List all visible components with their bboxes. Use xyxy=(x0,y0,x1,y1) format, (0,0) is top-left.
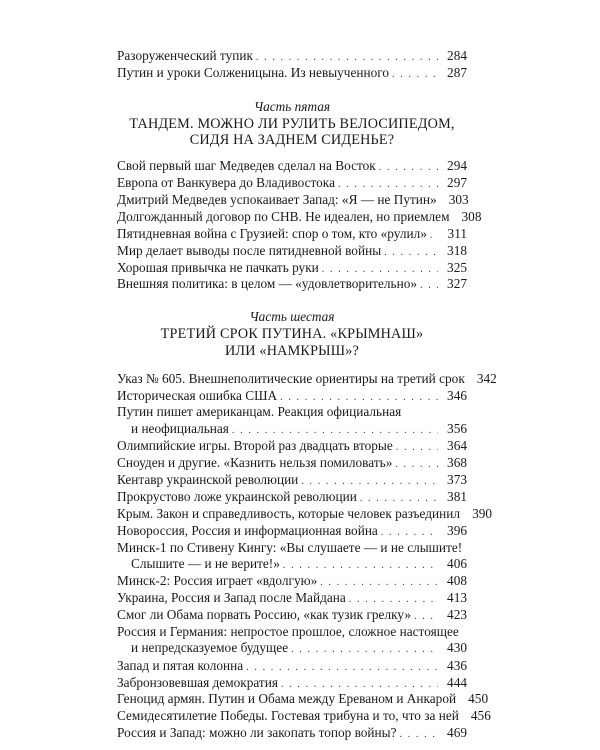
toc-entry-title: Хорошая привычка не пачкать руки xyxy=(117,259,319,275)
toc-entry-page: 396 xyxy=(447,522,467,538)
toc-entry-page: 408 xyxy=(447,573,467,589)
toc-entry[interactable] xyxy=(117,158,467,175)
toc-entry[interactable] xyxy=(117,624,467,657)
toc-entry-page: 390 xyxy=(472,505,493,521)
toc-entry[interactable] xyxy=(117,48,467,65)
toc-entry-title-cont: и неофициальная xyxy=(131,420,229,436)
toc-entry[interactable] xyxy=(117,472,467,489)
toc-entry-title: Прокрустово ложе украинской революции xyxy=(117,488,357,504)
toc-entry-title: Запад и пятая колонна xyxy=(117,657,244,673)
toc-entry[interactable] xyxy=(117,540,467,573)
toc-entry[interactable] xyxy=(117,489,467,506)
toc-entry-page: 436 xyxy=(447,657,467,673)
toc-entry-title: Историческая ошибка США xyxy=(117,387,278,403)
toc-entry-title: Мир делает выводы после пятидневной войны xyxy=(117,242,382,258)
toc-entry[interactable] xyxy=(117,438,467,455)
toc-entry-page: 444 xyxy=(447,674,467,690)
toc-entry-page: 413 xyxy=(447,590,467,606)
toc-entry-title: Путин пишет американцам. Реакция официальная xyxy=(117,404,402,420)
toc-entry-title-cont: Слышите — и не верите!» xyxy=(131,556,280,572)
toc-entry-title: Олимпийские игры. Второй раз двадцать вторые xyxy=(117,438,393,454)
toc-entry-title: Указ № 605. Внешнеполитические ориентиры на третий срок xyxy=(117,370,465,386)
toc-entry[interactable] xyxy=(117,505,493,523)
toc-entry-page: 308 xyxy=(461,208,482,224)
dot-leader xyxy=(420,278,438,295)
toc-entry[interactable] xyxy=(117,691,489,708)
toc-entry-page: 373 xyxy=(447,471,467,487)
toc-entry-title-cont: и непредсказуемое будущее xyxy=(131,640,289,656)
toc-entry-page: 430 xyxy=(447,640,467,656)
toc-entry[interactable] xyxy=(117,607,467,624)
toc-entry-title: Забронзовевшая демократия xyxy=(117,674,278,690)
toc-entry-page: 327 xyxy=(447,276,467,292)
toc-entry-title: Крым. Закон и справедливость, которые человек разъединил xyxy=(117,505,461,521)
toc-entry-title: Россия и Запад: можно ли закопать топор войны? xyxy=(117,725,397,741)
toc-entry-page: 342 xyxy=(476,370,497,386)
toc-entry[interactable] xyxy=(117,65,467,82)
toc-entry-title: Кентавр украинской революции xyxy=(117,471,299,487)
toc-entry[interactable] xyxy=(117,590,467,607)
toc-entry-title: Смог ли Обама порвать Россию, «как тузик грелку» xyxy=(117,607,411,622)
toc-entry-page: 450 xyxy=(468,691,489,707)
part-label: Часть пятая xyxy=(253,98,331,114)
toc-entry[interactable] xyxy=(117,404,467,437)
toc-entry-title: Европа от Ванкувера до Владивостока xyxy=(117,175,335,191)
part-title-line: ТРЕТИЙ СРОК ПУТИНА. «КРЫМНАШ» xyxy=(160,326,424,342)
toc-entry-title: Семидесятилетие Победы. Гостевая трибуна и то, что за ней xyxy=(117,708,459,724)
part-title-line: СИДЯ НА ЗАДНЕМ СИДЕНЬЕ? xyxy=(189,132,395,149)
part-title-line: ИЛИ «НАМКРЫШ»? xyxy=(224,342,360,359)
toc-entry-title: Минск-1 по Стивену Кингу: «Вы слушаете — и не слышите! xyxy=(117,539,463,555)
toc-entry-page: 294 xyxy=(447,158,467,174)
toc-entry[interactable] xyxy=(117,388,467,405)
toc-entry-title: Долгожданный договор по СНВ. Не идеален, но приемлем xyxy=(117,208,450,224)
toc-entry-page: 325 xyxy=(447,259,467,275)
toc-entry[interactable] xyxy=(117,455,467,472)
toc-entry[interactable] xyxy=(117,708,491,725)
toc-entry[interactable] xyxy=(117,192,467,209)
dot-leader xyxy=(392,67,438,84)
toc-entry-title: Геноцид армян. Путин и Обама между Ереваном и Анкарой xyxy=(117,691,457,707)
toc-entry-title: Разоруженческий тупик xyxy=(117,48,253,63)
dot-leader xyxy=(283,558,438,575)
toc-entry-page: 287 xyxy=(447,64,467,80)
toc-entry[interactable] xyxy=(117,523,467,540)
toc-entry-title: Свой первый шаг Медведев сделал на Восток xyxy=(117,158,376,174)
toc-entry-page: 346 xyxy=(447,387,467,403)
toc-entry-page: 364 xyxy=(447,438,467,454)
toc-entry[interactable] xyxy=(117,260,467,277)
toc-entry-title: Дмитрий Медведев успокаивает Запад: «Я — не Путин» xyxy=(117,192,437,207)
toc-entry[interactable] xyxy=(117,573,467,590)
dot-leader xyxy=(232,423,438,440)
part-label: Часть шестая xyxy=(249,309,335,325)
toc-entry-page: 406 xyxy=(447,556,467,572)
toc-entry-title: Новороссия, Россия и информационная война xyxy=(117,522,378,538)
toc-entry-page: 318 xyxy=(447,242,467,258)
toc-entry-page: 284 xyxy=(447,48,467,63)
toc-entry[interactable] xyxy=(117,658,467,675)
toc-entry-title: Украина, Россия и Запад после Майдана xyxy=(117,590,346,606)
toc-entry-page: 303 xyxy=(448,192,469,207)
toc-entry[interactable] xyxy=(117,725,467,742)
toc-entry[interactable] xyxy=(117,175,467,192)
toc-entry-title: Россия и Германия: непростое прошлое, сложное настоящее xyxy=(117,623,459,639)
toc-entry[interactable] xyxy=(117,243,467,260)
part-title-line: ТАНДЕМ. МОЖНО ЛИ РУЛИТЬ ВЕЛОСИПЕДОМ, xyxy=(129,115,455,132)
toc-entry-title: Внешняя политика: в целом — «удовлетворительно» xyxy=(117,276,418,292)
toc-entry-page: 297 xyxy=(447,175,467,191)
toc-entry-page: 423 xyxy=(447,607,467,622)
toc-entry-page: 356 xyxy=(447,420,467,436)
toc-entry[interactable] xyxy=(117,675,467,692)
dot-leader xyxy=(291,642,438,659)
toc-entry[interactable] xyxy=(117,276,467,293)
toc-entry-page: 469 xyxy=(447,725,467,741)
toc-entry[interactable] xyxy=(117,208,482,226)
toc-entry-title: Путин и уроки Солженицына. Из невыученного xyxy=(117,64,390,80)
toc-entry-page: 368 xyxy=(447,455,467,471)
dot-leader xyxy=(400,727,438,744)
toc-entry-title: Пятидневная война с Грузией: спор о том, кто «рулил» xyxy=(117,225,427,241)
toc-entry-page: 381 xyxy=(447,488,467,504)
toc-entry-page: 311 xyxy=(447,225,467,241)
toc-entry[interactable] xyxy=(117,226,467,243)
toc-entry-title: Минск-2: Россия играет «вдолгую» xyxy=(117,573,318,589)
toc-entry-title: Сноуден и другие. «Казнить нельзя помиловать» xyxy=(117,455,393,471)
toc-entry[interactable] xyxy=(117,370,497,388)
toc-entry-page: 456 xyxy=(470,708,491,724)
